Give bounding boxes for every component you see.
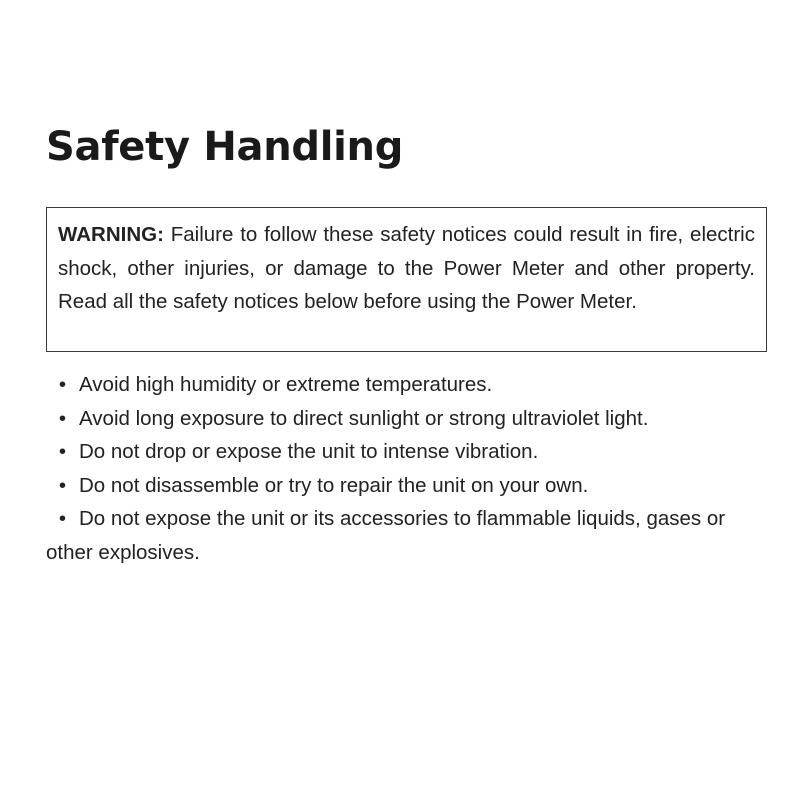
warning-label: WARNING: bbox=[58, 223, 164, 246]
page-title: Safety Handling bbox=[46, 124, 404, 170]
bullet-icon: • bbox=[58, 406, 67, 430]
warning-box bbox=[46, 207, 767, 352]
list-item bbox=[46, 368, 786, 402]
list-item-text: Do not expose the unit or its accessories to flammable liquids, gases or other explosives. bbox=[46, 507, 726, 564]
list-item bbox=[46, 502, 768, 569]
list-item-text: Avoid high humidity or extreme temperatures. bbox=[79, 373, 493, 396]
warning-text: Failure to follow these safety notices could result in fire, electric shock, other injuries, or damage to the Power Meter and other property. Read all the safety notices below before using the Power Meter. bbox=[58, 223, 755, 313]
list-item-text: Avoid long exposure to direct sunlight or strong ultraviolet light. bbox=[79, 406, 649, 430]
list-item bbox=[46, 402, 786, 436]
bullet-icon: • bbox=[58, 440, 67, 463]
list-item-text: Do not drop or expose the unit to intense vibration. bbox=[79, 440, 539, 463]
safety-notice-list bbox=[46, 368, 786, 569]
list-item-text: Do not disassemble or try to repair the unit on your own. bbox=[79, 473, 589, 497]
list-item bbox=[46, 469, 786, 503]
list-item bbox=[46, 435, 786, 469]
bullet-icon: • bbox=[58, 373, 67, 396]
bullet-icon: • bbox=[58, 507, 67, 530]
bullet-icon: • bbox=[58, 473, 67, 497]
